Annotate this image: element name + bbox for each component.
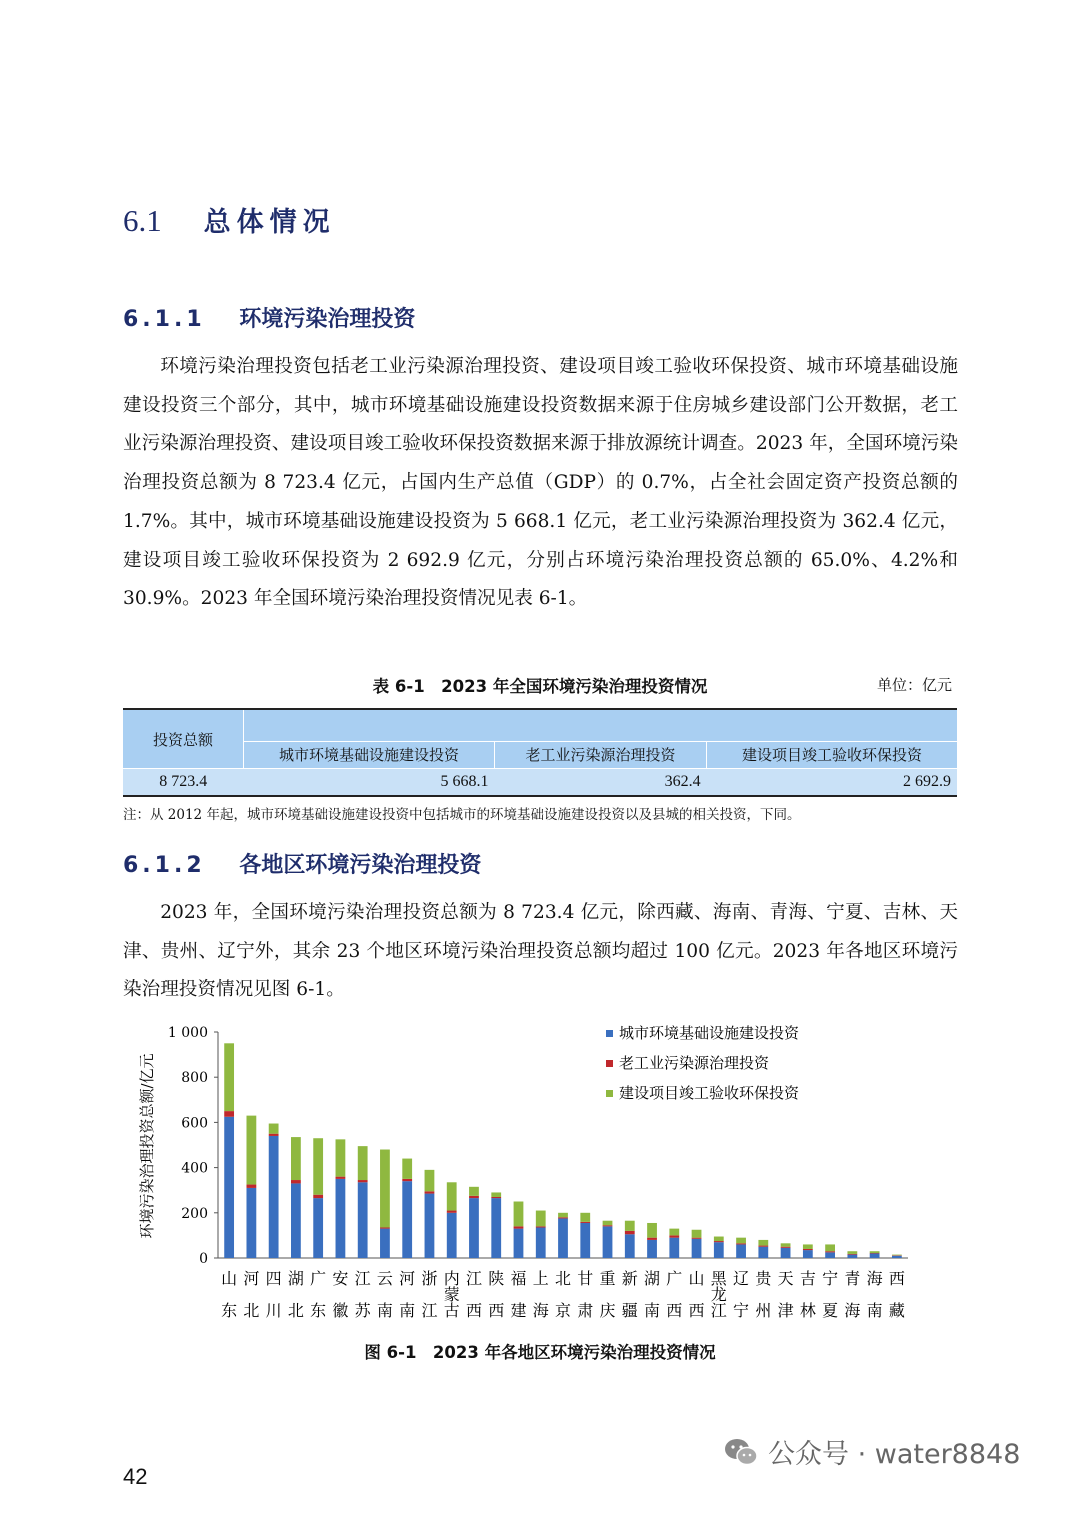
x-tick-label: 安 [332,1269,349,1288]
y-tick-label: 400 [181,1160,208,1177]
bar-segment [402,1179,412,1181]
bar-segment [647,1240,657,1258]
section-number: 6.1 [123,203,162,238]
bar-segment [469,1198,479,1258]
bar-segment [580,1223,590,1258]
x-tick-label: 林 [799,1301,816,1320]
page-number: 42 [123,1464,148,1489]
subsection-title: 各地区环境污染治理投资 [239,853,482,878]
value-construction: 2 692.9 [707,769,957,797]
bar-segment [425,1170,435,1191]
x-tick-label: 重 [599,1269,616,1288]
x-tick-label: 河 [243,1269,260,1288]
x-tick-label: 山 [688,1269,705,1288]
x-tick-label: 辽 [733,1269,750,1288]
bar-segment [825,1252,835,1258]
table-unit: 单位：亿元 [876,676,952,694]
x-tick-label: 宁 [733,1301,750,1320]
bar-segment [736,1243,746,1244]
x-tick-label: 北 [287,1301,304,1320]
x-tick-label: 州 [755,1301,772,1320]
legend-label: 老工业污染源治理投资 [619,1054,770,1072]
x-tick-label: 江 [354,1269,371,1288]
x-tick-label: 西 [688,1301,705,1320]
x-tick-label: 建 [510,1301,527,1320]
subsection-title: 环境污染治理投资 [239,307,416,332]
x-tick-label: 湖 [644,1269,661,1288]
bar-segment [714,1237,724,1242]
legend-label: 城市环境基础设施建设投资 [619,1024,800,1042]
bar-segment [491,1192,501,1197]
bar-segment [692,1230,702,1238]
bar-segment [625,1221,635,1231]
bar-segment [536,1227,546,1258]
bar-segment [758,1246,768,1247]
x-tick-label: 北 [243,1301,260,1320]
paragraph-1: 环境污染治理投资包括老工业污染源治理投资、建设项目竣工验收环保投资、城市环境基础设施建设投资三个部分，其中，城市环境基础设施建设投资数据来源于住房城乡建设部门公开数据，老工业污染源治理投资、建设项目竣工验收环保投资数据来源于排放源统计调查。2023 年，全国环境污染治理投资总额为 8 723.4 亿元，占国内生产总值（GDP）的 0.7%，占全社会固定资产投资总额的 1.7%。其中，城市环境基础设施建设投资为 5 668.1 亿元，老工业污染源治理投资为 362.4 亿元，建设项目竣工验收环保投资为 2 692.9 亿元，分别占环境污染治理投资总额的 65.0%、4.2%和 30.9%。2023 年全国环境污染治理投资情况见表 6-1。 [123,356,958,610]
bar-segment [380,1150,390,1228]
bar-segment [558,1213,568,1218]
bar-segment [447,1213,457,1258]
bar-segment [580,1222,590,1223]
bar-segment [514,1226,524,1228]
x-tick-label: 江 [465,1269,482,1288]
x-tick-label: 夏 [822,1301,839,1320]
bar-segment [758,1240,768,1246]
bar-segment [558,1218,568,1258]
x-tick-label: 河 [399,1269,416,1288]
wechat-icon [724,1437,758,1467]
bar-segment [847,1255,857,1258]
watermark-text: 公众号 · water8848 [768,1439,1021,1470]
bar-segment [291,1180,301,1183]
bar-segment [224,1111,234,1117]
x-tick-label: 海 [532,1301,549,1320]
value-industrial: 362.4 [495,769,707,797]
bar-segment [313,1195,323,1198]
bar-segment [892,1255,902,1256]
investment-chart [0,1010,1080,1330]
bar-segment [514,1229,524,1258]
bar-segment [714,1241,724,1242]
bar-segment [536,1211,546,1227]
section-heading [123,200,336,239]
x-tick-label: 贵 [755,1269,772,1288]
bar-segment [358,1146,368,1180]
bar-segment [469,1196,479,1198]
watermark [724,1432,1020,1471]
bar-segment [692,1238,702,1239]
subsection-number: 6.1.2 [123,853,206,878]
bar-segment [603,1226,613,1258]
subsection-heading-1 [123,302,415,333]
bar-segment [825,1251,835,1252]
x-tick-label: 南 [399,1301,416,1320]
bar-segment [847,1251,857,1254]
x-tick-label: 广 [310,1269,327,1288]
bar-segment [803,1244,813,1249]
bar-segment [603,1221,613,1226]
bar-segment [536,1226,546,1227]
x-tick-label: 东 [221,1301,238,1320]
bar-segment [224,1117,234,1258]
x-tick-label: 广 [666,1269,683,1288]
y-tick-label: 0 [199,1251,208,1267]
bar-segment [269,1124,279,1134]
bar-segment [558,1217,568,1218]
paragraph-2: 2023 年，全国环境污染治理投资总额为 8 723.4 亿元，除西藏、海南、青海、宁夏、吉林、天津、贵州、辽宁外，其余 23 个地区环境污染治理投资总额均超过 100 亿元。2023 年各地区环境污染治理投资情况见图 6-1。 [123,902,958,1001]
x-tick-label: 南 [376,1301,393,1320]
bar-segment [447,1211,457,1213]
bar-segment [313,1138,323,1195]
x-tick-label: 东 [310,1301,327,1320]
y-axis-label: 环境污染治理投资总额/亿元 [138,1053,156,1239]
bar-segment [647,1223,657,1238]
bar-segment [736,1238,746,1244]
bar-segment [625,1231,635,1234]
bar-segment [781,1247,791,1248]
value-total: 8 723.4 [123,769,244,797]
bar-segment [358,1180,368,1182]
bar-segment [825,1244,835,1251]
bar-segment [380,1229,390,1258]
bar-segment [603,1225,613,1226]
x-tick-label: 徽 [332,1301,349,1320]
section-title: 总体情况 [203,207,336,238]
investment-table [123,708,957,797]
bar-segment [269,1134,279,1136]
y-tick-label: 200 [181,1205,208,1222]
bar-segment [870,1251,880,1253]
bar-segment [425,1191,435,1193]
bar-segment [847,1254,857,1255]
x-tick-label: 京 [554,1301,572,1320]
figure-caption: 图 6-1 2023 年各地区环境污染治理投资情况 [364,1343,716,1362]
x-tick-label: 海 [844,1301,861,1320]
bar-segment [336,1179,346,1258]
bar-segment [758,1247,768,1258]
x-tick-label: 疆 [621,1301,638,1320]
bar-segment [669,1235,679,1237]
x-tick-label: 苏 [354,1301,371,1320]
x-tick-label: 西 [666,1301,683,1320]
x-tick-label: 藏 [888,1301,905,1320]
x-tick-label: 古 [443,1301,460,1320]
bar-segment [514,1202,524,1227]
x-tick-label: 津 [777,1301,794,1320]
legend-marker [606,1090,613,1097]
subsection-heading-2 [123,848,481,879]
x-tick-label: 江 [710,1301,727,1320]
bar-segment [291,1183,301,1258]
legend-marker [606,1060,613,1067]
legend-marker [606,1030,613,1037]
bar-segment [447,1182,457,1210]
table-note: 注：从 2012 年起，城市环境基础设施建设投资中包括城市的环境基础设施建设投资以及县城的相关投资，下同。 [123,807,801,823]
bar-segment [336,1177,346,1179]
x-tick-label: 西 [465,1301,482,1320]
x-tick-label: 西 [488,1301,505,1320]
x-tick-label: 甘 [577,1269,594,1288]
bar-segment [803,1249,813,1250]
bar-segment [870,1253,880,1258]
x-tick-label: 庆 [599,1301,616,1320]
x-tick-label: 新 [621,1269,638,1288]
bar-segment [580,1213,590,1222]
header-industrial: 老工业污染源治理投资 [495,741,707,768]
bar-segment [402,1159,412,1179]
bar-segment [246,1116,256,1185]
header-group [244,709,958,741]
x-tick-label: 吉 [799,1269,816,1288]
bar-segment [491,1198,501,1258]
bar-segment [892,1256,902,1258]
x-tick-label: 龙 [710,1285,727,1304]
x-tick-label: 浙 [421,1269,438,1288]
header-construction: 建设项目竣工验收环保投资 [707,741,957,768]
x-tick-label: 青 [844,1269,861,1288]
x-tick-label: 西 [888,1269,905,1288]
x-tick-label: 山 [221,1269,238,1288]
x-tick-label: 蒙 [443,1285,460,1304]
x-tick-label: 福 [510,1269,527,1288]
bar-segment [692,1239,702,1258]
table-caption: 表 6-1 2023 年全国环境污染治理投资情况 [372,677,708,696]
x-tick-label: 肃 [577,1301,594,1320]
subsection-number: 6.1.1 [123,307,206,332]
bar-segment [625,1234,635,1258]
bar-segment [269,1136,279,1258]
bar-segment [246,1188,256,1258]
y-tick-label: 600 [181,1115,208,1132]
x-tick-label: 四 [265,1269,282,1288]
x-tick-label: 湖 [287,1269,304,1288]
y-tick-label: 1 000 [167,1025,208,1041]
x-tick-label: 陕 [488,1269,505,1288]
bar-segment [803,1250,813,1258]
x-tick-label: 海 [866,1269,883,1288]
bar-segment [714,1242,724,1258]
x-tick-label: 南 [644,1301,661,1320]
x-tick-label: 川 [265,1301,282,1320]
bar-segment [425,1194,435,1258]
x-tick-label: 宁 [822,1269,839,1288]
bar-segment [647,1238,657,1240]
bar-segment [736,1244,746,1258]
bar-segment [469,1187,479,1196]
header-urban: 城市环境基础设施建设投资 [244,741,495,768]
value-urban: 5 668.1 [244,769,495,797]
bar-segment [402,1181,412,1258]
x-tick-label: 北 [554,1269,572,1288]
y-tick-label: 800 [181,1070,208,1087]
bar-segment [380,1227,390,1228]
x-tick-label: 黑 [710,1269,727,1288]
bar-segment [669,1238,679,1258]
x-tick-label: 天 [777,1269,794,1288]
bar-segment [224,1043,234,1111]
header-total: 投资总额 [123,709,244,769]
x-tick-label: 上 [532,1269,549,1288]
bar-segment [781,1248,791,1258]
x-tick-label: 江 [421,1301,438,1320]
bar-segment [491,1197,501,1198]
x-tick-label: 云 [376,1269,393,1288]
bar-segment [358,1182,368,1258]
bar-segment [313,1198,323,1258]
x-tick-label: 内 [443,1269,460,1288]
bar-segment [246,1185,256,1188]
bar-segment [291,1137,301,1180]
legend-label: 建设项目竣工验收环保投资 [619,1084,800,1102]
bar-segment [781,1243,791,1246]
bar-segment [669,1229,679,1236]
x-tick-label: 南 [866,1301,883,1320]
bar-segment [336,1139,346,1176]
